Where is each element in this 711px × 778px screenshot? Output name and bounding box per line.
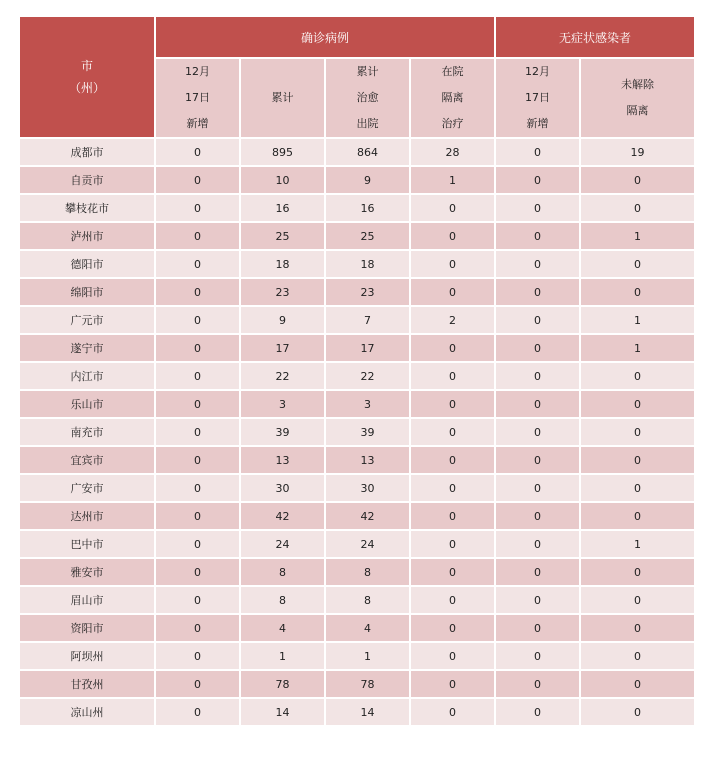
value-cell: 25 xyxy=(240,222,325,250)
value-cell: 0 xyxy=(580,446,695,474)
table-row xyxy=(19,250,695,278)
city-name-cell: 宜宾市 xyxy=(19,446,155,474)
value-cell: 0 xyxy=(495,558,580,586)
header-text: 累计 xyxy=(356,65,379,78)
value-cell: 18 xyxy=(325,250,410,278)
city-name-cell: 甘孜州 xyxy=(19,670,155,698)
value-cell: 9 xyxy=(240,306,325,334)
city-name-cell: 成都市 xyxy=(19,138,155,166)
value-cell: 0 xyxy=(580,166,695,194)
city-name-cell: 绵阳市 xyxy=(19,278,155,306)
value-cell: 1 xyxy=(580,334,695,362)
value-cell: 4 xyxy=(240,614,325,642)
value-cell: 23 xyxy=(240,278,325,306)
value-cell: 0 xyxy=(155,670,240,698)
header-text: 12月 xyxy=(185,65,210,78)
value-cell: 0 xyxy=(495,614,580,642)
value-cell: 0 xyxy=(580,502,695,530)
value-cell: 0 xyxy=(495,138,580,166)
value-cell: 10 xyxy=(240,166,325,194)
table-row xyxy=(19,586,695,614)
city-header-line-2: （州） xyxy=(68,81,105,95)
table-row xyxy=(19,194,695,222)
value-cell: 0 xyxy=(495,474,580,502)
value-cell: 1 xyxy=(240,642,325,670)
value-cell: 4 xyxy=(325,614,410,642)
value-cell: 2 xyxy=(410,306,495,334)
value-cell: 0 xyxy=(155,278,240,306)
value-cell: 0 xyxy=(155,642,240,670)
value-cell: 0 xyxy=(580,390,695,418)
table-row xyxy=(19,698,695,726)
value-cell: 0 xyxy=(495,530,580,558)
value-cell: 0 xyxy=(495,642,580,670)
table-row xyxy=(19,362,695,390)
city-name-cell: 凉山州 xyxy=(19,698,155,726)
table-body xyxy=(19,138,695,726)
value-cell: 8 xyxy=(240,586,325,614)
asymptomatic-isolated-header xyxy=(580,58,695,138)
value-cell: 0 xyxy=(410,418,495,446)
value-cell: 0 xyxy=(155,474,240,502)
value-cell: 14 xyxy=(325,698,410,726)
value-cell: 0 xyxy=(410,278,495,306)
value-cell: 0 xyxy=(155,306,240,334)
value-cell: 0 xyxy=(410,446,495,474)
table-row xyxy=(19,474,695,502)
confirmed-hospitalized-header xyxy=(410,58,495,138)
value-cell: 39 xyxy=(240,418,325,446)
table-row xyxy=(19,222,695,250)
value-cell: 8 xyxy=(325,558,410,586)
header-text: 未解除 xyxy=(621,78,655,91)
value-cell: 0 xyxy=(155,166,240,194)
confirmed-recovered-header xyxy=(325,58,410,138)
asymptomatic-group-header: 无症状感染者 xyxy=(495,16,695,58)
value-cell: 0 xyxy=(495,250,580,278)
city-name-cell: 巴中市 xyxy=(19,530,155,558)
value-cell: 17 xyxy=(240,334,325,362)
table-row xyxy=(19,390,695,418)
value-cell: 1 xyxy=(580,222,695,250)
value-cell: 0 xyxy=(495,306,580,334)
city-name-cell: 内江市 xyxy=(19,362,155,390)
value-cell: 0 xyxy=(495,390,580,418)
value-cell: 0 xyxy=(495,446,580,474)
table-row xyxy=(19,502,695,530)
value-cell: 0 xyxy=(155,334,240,362)
value-cell: 13 xyxy=(325,446,410,474)
value-cell: 864 xyxy=(325,138,410,166)
value-cell: 14 xyxy=(240,698,325,726)
value-cell: 0 xyxy=(580,278,695,306)
value-cell: 0 xyxy=(495,418,580,446)
value-cell: 0 xyxy=(580,698,695,726)
value-cell: 42 xyxy=(240,502,325,530)
value-cell: 0 xyxy=(410,698,495,726)
city-name-cell: 眉山市 xyxy=(19,586,155,614)
value-cell: 19 xyxy=(580,138,695,166)
value-cell: 0 xyxy=(580,558,695,586)
header-text: 17日 xyxy=(185,91,210,104)
value-cell: 16 xyxy=(325,194,410,222)
header-text: 12月 xyxy=(525,65,551,78)
value-cell: 0 xyxy=(155,446,240,474)
value-cell: 0 xyxy=(410,558,495,586)
table-row xyxy=(19,278,695,306)
city-name-cell: 达州市 xyxy=(19,502,155,530)
value-cell: 0 xyxy=(580,194,695,222)
header-text: 新增 xyxy=(526,117,549,130)
confirmed-total-header xyxy=(240,58,325,138)
covid-table-container xyxy=(18,15,694,727)
value-cell: 24 xyxy=(240,530,325,558)
table-row xyxy=(19,446,695,474)
value-cell: 1 xyxy=(410,166,495,194)
city-name-cell: 广元市 xyxy=(19,306,155,334)
value-cell: 0 xyxy=(495,362,580,390)
value-cell: 1 xyxy=(580,306,695,334)
value-cell: 0 xyxy=(495,278,580,306)
value-cell: 895 xyxy=(240,138,325,166)
value-cell: 17 xyxy=(325,334,410,362)
table-row xyxy=(19,642,695,670)
header-text: 累计 xyxy=(271,91,294,104)
header-text: 在院 xyxy=(441,65,464,78)
value-cell: 0 xyxy=(155,362,240,390)
confirmed-group-header: 确诊病例 xyxy=(155,16,495,58)
covid-cases-table xyxy=(18,15,696,727)
value-cell: 0 xyxy=(155,698,240,726)
value-cell: 0 xyxy=(495,670,580,698)
header-text: 隔离 xyxy=(441,91,464,104)
value-cell: 25 xyxy=(325,222,410,250)
value-cell: 0 xyxy=(410,194,495,222)
header-text: 治愈 xyxy=(356,91,379,104)
value-cell: 78 xyxy=(240,670,325,698)
value-cell: 0 xyxy=(495,502,580,530)
value-cell: 0 xyxy=(410,474,495,502)
value-cell: 0 xyxy=(580,250,695,278)
value-cell: 30 xyxy=(240,474,325,502)
value-cell: 0 xyxy=(410,502,495,530)
value-cell: 0 xyxy=(155,250,240,278)
header-text: 隔离 xyxy=(626,104,649,117)
value-cell: 0 xyxy=(155,502,240,530)
value-cell: 0 xyxy=(495,586,580,614)
asymptomatic-new-header xyxy=(495,58,580,138)
value-cell: 9 xyxy=(325,166,410,194)
value-cell: 3 xyxy=(240,390,325,418)
value-cell: 0 xyxy=(410,530,495,558)
value-cell: 8 xyxy=(240,558,325,586)
value-cell: 18 xyxy=(240,250,325,278)
value-cell: 22 xyxy=(240,362,325,390)
value-cell: 0 xyxy=(580,586,695,614)
value-cell: 0 xyxy=(410,642,495,670)
value-cell: 0 xyxy=(495,194,580,222)
city-name-cell: 资阳市 xyxy=(19,614,155,642)
header-text: 出院 xyxy=(356,117,379,130)
value-cell: 0 xyxy=(155,194,240,222)
value-cell: 0 xyxy=(580,362,695,390)
value-cell: 0 xyxy=(155,222,240,250)
value-cell: 0 xyxy=(155,586,240,614)
value-cell: 0 xyxy=(410,586,495,614)
city-name-cell: 遂宁市 xyxy=(19,334,155,362)
value-cell: 0 xyxy=(410,614,495,642)
value-cell: 3 xyxy=(325,390,410,418)
value-cell: 0 xyxy=(495,166,580,194)
city-name-cell: 乐山市 xyxy=(19,390,155,418)
table-row xyxy=(19,334,695,362)
confirmed-new-header xyxy=(155,58,240,138)
city-column-header xyxy=(19,16,155,138)
table-row xyxy=(19,530,695,558)
city-name-cell: 自贡市 xyxy=(19,166,155,194)
city-name-cell: 泸州市 xyxy=(19,222,155,250)
value-cell: 0 xyxy=(155,390,240,418)
table-row xyxy=(19,558,695,586)
value-cell: 0 xyxy=(580,614,695,642)
table-row xyxy=(19,138,695,166)
value-cell: 1 xyxy=(325,642,410,670)
header-text: 17日 xyxy=(525,91,551,104)
value-cell: 0 xyxy=(155,530,240,558)
value-cell: 7 xyxy=(325,306,410,334)
value-cell: 0 xyxy=(155,138,240,166)
table-row xyxy=(19,670,695,698)
value-cell: 8 xyxy=(325,586,410,614)
value-cell: 0 xyxy=(410,362,495,390)
value-cell: 0 xyxy=(410,250,495,278)
value-cell: 0 xyxy=(155,558,240,586)
value-cell: 0 xyxy=(410,390,495,418)
value-cell: 0 xyxy=(155,614,240,642)
city-name-cell: 德阳市 xyxy=(19,250,155,278)
value-cell: 0 xyxy=(580,670,695,698)
value-cell: 0 xyxy=(410,670,495,698)
value-cell: 0 xyxy=(410,222,495,250)
value-cell: 42 xyxy=(325,502,410,530)
value-cell: 0 xyxy=(410,334,495,362)
city-name-cell: 阿坝州 xyxy=(19,642,155,670)
city-name-cell: 攀枝花市 xyxy=(19,194,155,222)
value-cell: 16 xyxy=(240,194,325,222)
header-text: 治疗 xyxy=(441,117,464,130)
value-cell: 24 xyxy=(325,530,410,558)
value-cell: 0 xyxy=(580,418,695,446)
value-cell: 0 xyxy=(495,222,580,250)
value-cell: 22 xyxy=(325,362,410,390)
header-text: 新增 xyxy=(186,117,209,130)
value-cell: 1 xyxy=(580,530,695,558)
value-cell: 78 xyxy=(325,670,410,698)
table-row xyxy=(19,614,695,642)
value-cell: 0 xyxy=(495,334,580,362)
value-cell: 0 xyxy=(495,698,580,726)
value-cell: 0 xyxy=(155,418,240,446)
city-name-cell: 南充市 xyxy=(19,418,155,446)
value-cell: 39 xyxy=(325,418,410,446)
value-cell: 0 xyxy=(580,474,695,502)
table-row xyxy=(19,166,695,194)
value-cell: 30 xyxy=(325,474,410,502)
table-row xyxy=(19,306,695,334)
table-row xyxy=(19,418,695,446)
value-cell: 23 xyxy=(325,278,410,306)
value-cell: 13 xyxy=(240,446,325,474)
city-header-line-1: 市 xyxy=(80,59,93,73)
value-cell: 28 xyxy=(410,138,495,166)
city-name-cell: 雅安市 xyxy=(19,558,155,586)
value-cell: 0 xyxy=(580,642,695,670)
city-name-cell: 广安市 xyxy=(19,474,155,502)
